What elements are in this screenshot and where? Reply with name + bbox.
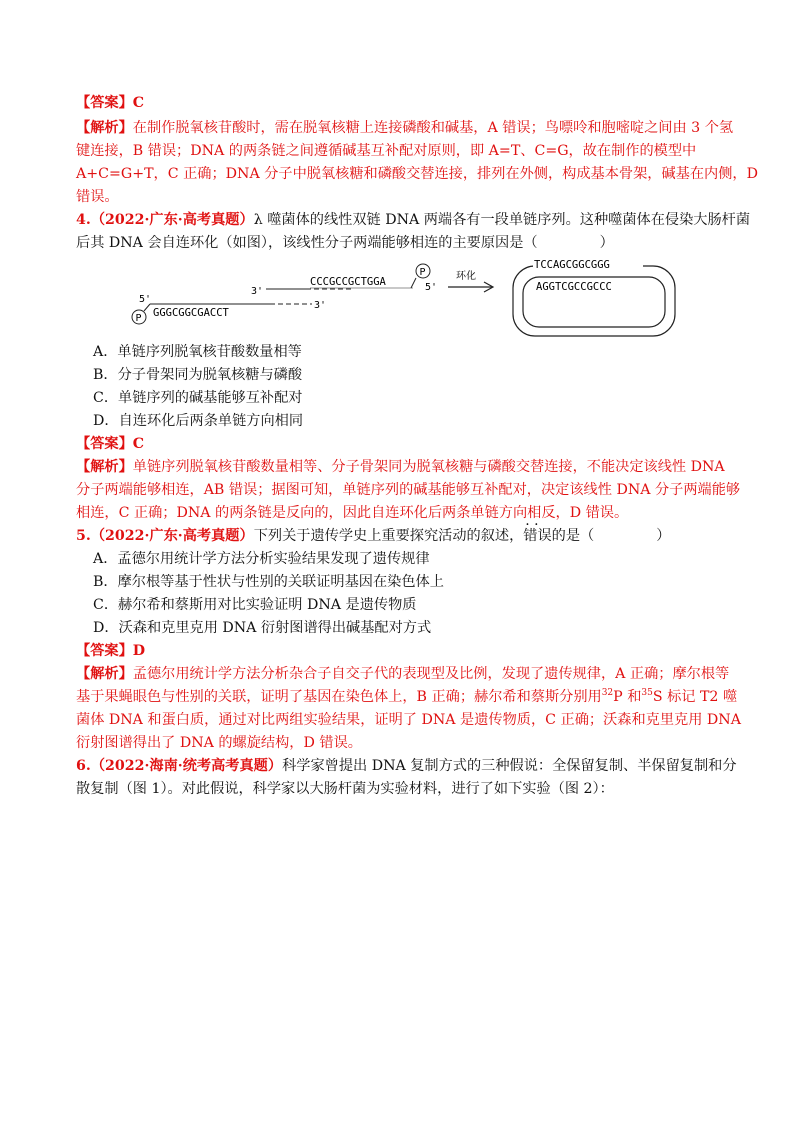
label-5-prime-top: 5' [425, 282, 438, 293]
q5-analysis-line-3: 菌体 DNA 和蛋白质，通过对比两组实验结果，证明了 DNA 是遗传物质，C 正确；沃森和克里克用 DNA [76, 712, 741, 728]
q5-option-c[interactable]: C．赫尔希和蔡斯用对比实验证明 DNA 是遗传物质 [93, 597, 417, 613]
phosphate-bottom-link [144, 304, 150, 311]
q5-analysis-line-1: 【解析】孟德尔用统计学方法分析杂合子自交子代的表现型及比例，发现了遗传规律，A 正确；摩尔根等 [76, 666, 730, 682]
q5-stem: 5.（2022·广东·高考真题）下列关于遗传学史上重要探究活动的叙述，· · 错误的是（ ） [76, 527, 670, 546]
q3-answer: 【答案】C [76, 95, 145, 111]
q3-analysis-line-1: 【解析】在制作脱氧核苷酸时，需在脱氧核糖上连接磷酸和碱基，A 错误；鸟嘌呤和胞嘧啶之间由 3 个氢 [76, 120, 734, 136]
q4-answer: 【答案】C [76, 436, 145, 452]
q4-analysis-line-2: 分子两端能够相连，AB 错误；据图可知，单链序列的碱基能够互补配对，决定该线性 DNA 分子两端能够 [76, 482, 741, 498]
label-5-prime-bottom: 5' [139, 294, 152, 305]
q6-stem-line-2: 散复制（图 1）。对此假说，科学家以大肠杆菌为实验材料，进行了如下实验（图 2）： [76, 781, 614, 797]
q4-stem-line-1: 4.（2022·广东·高考真题）λ 噬菌体的线性双链 DNA 两端各有一段单链序列。这种噬菌体在侵染大肠杆菌 [76, 212, 751, 228]
phosphate-top-link [411, 278, 416, 288]
q4-analysis-line-3: 相连，C 正确；DNA 的两条链是反向的，因此自连环化后两条单链方向相反，D 错误。 [76, 505, 629, 521]
q4-option-c[interactable]: C．单链序列的碱基能够互补配对 [93, 390, 303, 406]
q5-option-d[interactable]: D．沃森和克里克用 DNA 衍射图谱得出碱基配对方式 [93, 620, 432, 636]
q3-analysis-line-3: A+C=G+T，C 正确；DNA 分子中脱氧核糖和磷酸交替连接，排列在外侧，构成基本骨架，碱基在内侧，D [76, 166, 758, 182]
q5-option-b[interactable]: B．摩尔根等基于性状与性别的关联证明基因在染色体上 [93, 574, 444, 590]
q4-option-d[interactable]: D．自连环化后两条单链方向相同 [93, 413, 304, 429]
emphasis-mark: · · 错误 [523, 528, 551, 544]
q5-answer: 【答案】D [76, 643, 146, 659]
ring-top-seq: TCCAGCGGCGGG [534, 259, 610, 271]
q3-analysis-line-2: 键连接，B 错误；DNA 的两条链之间遵循碱基互补配对原则，即 A=T、C=G，故在制作的模型中 [76, 143, 697, 159]
bottom-seq: GGGCGGCGACCT [153, 307, 229, 319]
q3-analysis-line-4: 错误。 [76, 189, 119, 205]
q4-option-a[interactable]: A．单链序列脱氧核苷酸数量相等 [93, 344, 302, 360]
ring-bottom-seq: AGGTCGCCGCCC [536, 281, 612, 293]
q5-option-a[interactable]: A．孟德尔用统计学方法分析实验结果发现了遗传规律 [93, 551, 430, 567]
q5-analysis-line-4: 衍射图谱得出了 DNA 的螺旋结构，D 错误。 [76, 735, 362, 751]
q4-option-b[interactable]: B．分子骨架同为脱氧核糖与磷酸 [93, 367, 303, 383]
dna-circularization-figure [120, 250, 680, 340]
phosphate-bottom-label: P [135, 313, 142, 324]
arrow-label: 环化 [456, 271, 476, 282]
q6-stem-line-1: 6.（2022·海南·统考高考真题）科学家曾提出 DNA 复制方式的三种假说：全保留复制、半保留复制和分 [76, 758, 737, 774]
q4-analysis-line-1: 【解析】单链序列脱氧核苷酸数量相等、分子骨架同为脱氧核糖与磷酸交替连接，不能决定该线性 DNA [76, 459, 725, 475]
q4-stem-line-2: 后其 DNA 会自连环化（如图），该线性分子两端能够相连的主要原因是（ ） [76, 235, 614, 251]
label-3-prime-bottom: 3' [314, 300, 327, 311]
q5-analysis-line-2: 基于果蝇眼色与性别的关联，证明了基因在染色体上，B 正确；赫尔希和蔡斯分别用$^{32}$P 和$^{35}$S 标记 T2 噬 [76, 688, 738, 705]
phosphate-top-label: P [419, 267, 426, 278]
label-3-prime-top: 3' [251, 286, 264, 297]
top-seq: CCCGCCGCTGGA [310, 276, 386, 288]
